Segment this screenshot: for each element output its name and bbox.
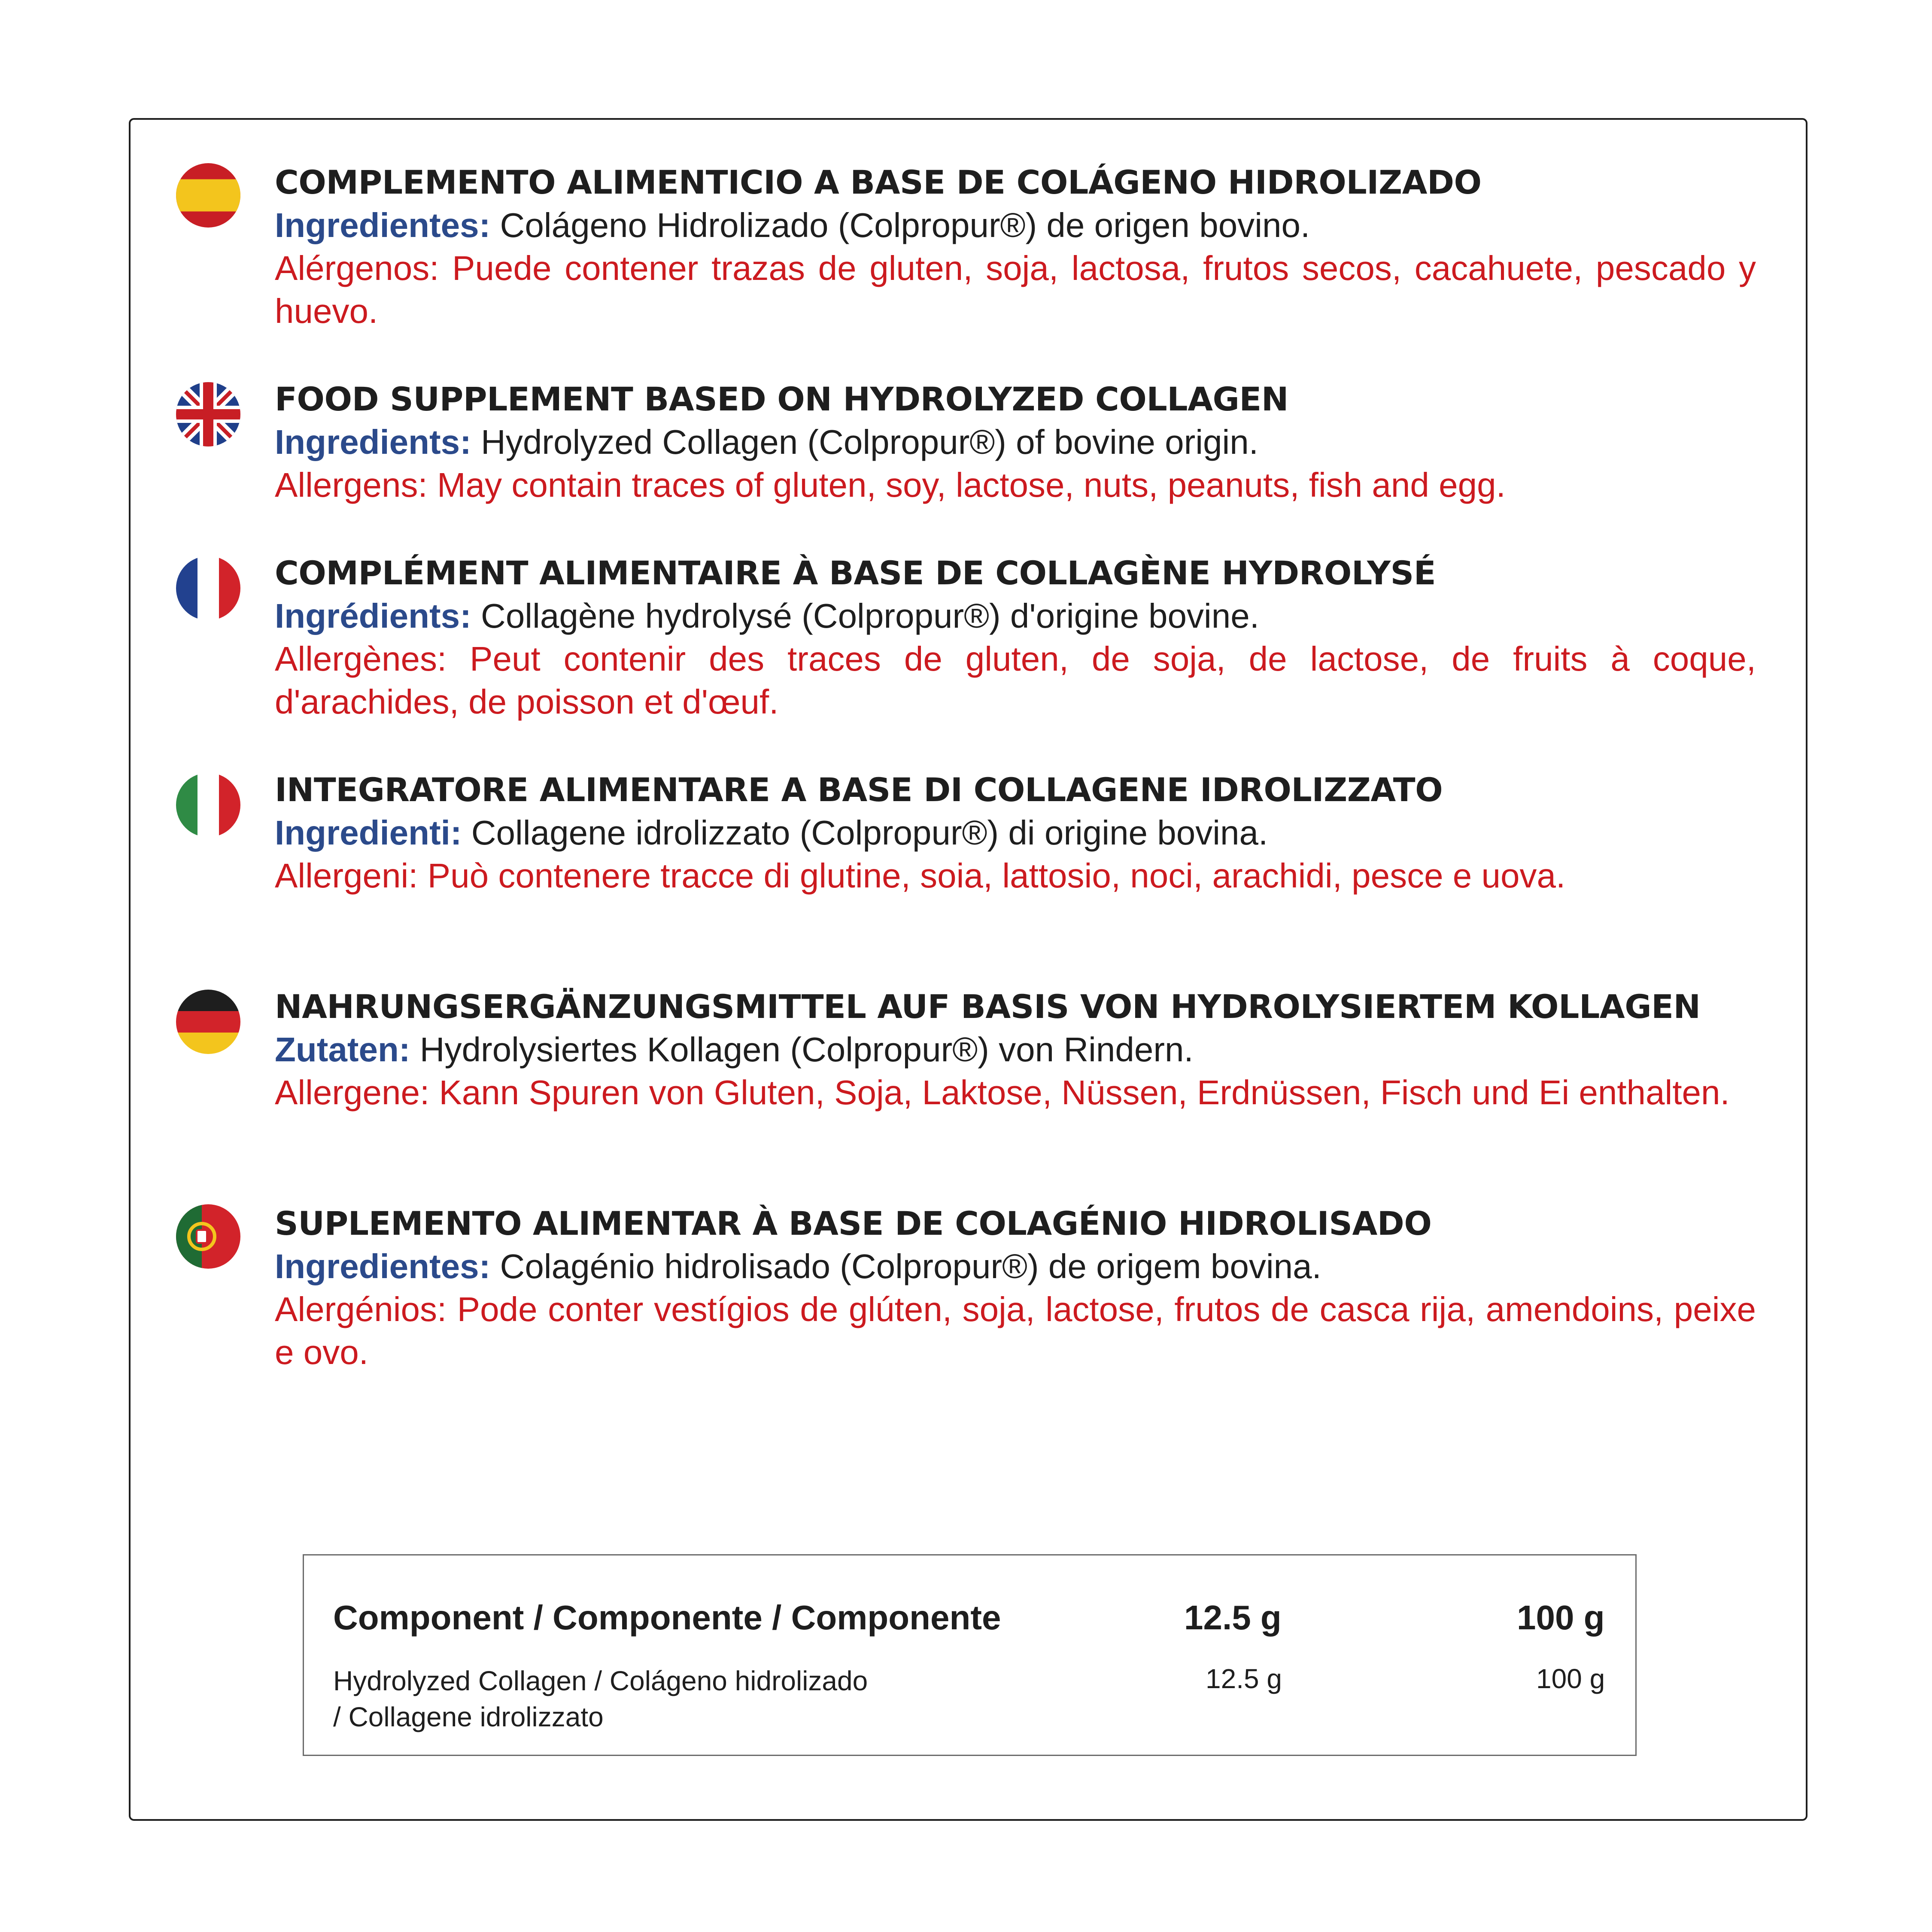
- ingredients-label: Ingrédients:: [275, 597, 471, 635]
- allergens-text: Allergeni: Può contenere tracce di glutine, soia, lattosio, noci, arachidi, pesce e uova.: [275, 857, 1566, 895]
- ingredients-line: [275, 1245, 1756, 1288]
- ingredients-line: [275, 595, 1756, 638]
- ingredients-line: [275, 1028, 1756, 1071]
- allergens-text: Allergens: May contain traces of gluten, soy, lactose, nuts, peanuts, fish and egg.: [275, 466, 1506, 504]
- allergens-text: Allergene: Kann Spuren von Gluten, Soja, Laktose, Nüssen, Erdnüssen, Fisch und Ei enthalten.: [275, 1073, 1730, 1112]
- table-row: [333, 1663, 868, 1735]
- composition-table: [303, 1554, 1637, 1756]
- ingredients-text: Colágeno Hidrolizado (Colpropur®) de origen bovino.: [490, 206, 1310, 244]
- section-title: COMPLÉMENT ALIMENTAIRE À BASE DE COLLAGÈNE HYDROLYSÉ: [275, 554, 1436, 592]
- section-title: SUPLEMENTO ALIMENTAR À BASE DE COLAGÉNIO HIDROLISADO: [275, 1204, 1432, 1242]
- section-title: COMPLEMENTO ALIMENTICIO A BASE DE COLÁGENO HIDROLIZADO: [275, 163, 1482, 201]
- ingredients-line: [275, 421, 1756, 464]
- uk-flag-icon: [176, 382, 240, 447]
- row-value-12-5g: 12.5 g: [1206, 1663, 1282, 1694]
- ingredients-text: Collagene idrolizzato (Colpropur®) di origine bovina.: [462, 814, 1268, 852]
- allergens-text: Allergènes: Peut contenir des traces de gluten, de soja, de lactose, de fruits à coque, d'arachides, de poisson et d'œuf.: [275, 640, 1756, 721]
- germany-flag-icon: [176, 990, 240, 1054]
- ingredients-label: Ingredientes:: [275, 1247, 491, 1285]
- section-title: INTEGRATORE ALIMENTARE A BASE DI COLLAGENE IDROLIZZATO: [275, 771, 1443, 809]
- header-component: Component / Componente / Componente: [333, 1598, 1001, 1637]
- ingredients-text: Hydrolyzed Collagen (Colpropur®) of bovine origin.: [471, 423, 1258, 461]
- ingredients-label: Ingredientes:: [275, 206, 491, 244]
- portugal-flag-icon: [176, 1204, 240, 1269]
- row-component-line1: Hydrolyzed Collagen / Colágeno hidrolizado: [333, 1665, 868, 1696]
- ingredients-line: [275, 811, 1756, 854]
- italy-flag-icon: [176, 773, 240, 837]
- allergens-text: Alérgenos: Puede contener trazas de gluten, soja, lactosa, frutos secos, cacahuete, pescado y huevo.: [275, 249, 1756, 330]
- ingredients-label: Ingredients:: [275, 423, 471, 461]
- allergens-text: Alergénios: Pode conter vestígios de glúten, soja, lactose, frutos de casca rija, amendoins, peixe e ovo.: [275, 1290, 1756, 1371]
- ingredients-text: Hydrolysiertes Kollagen (Colpropur®) von Rindern.: [410, 1030, 1194, 1069]
- france-flag-icon: [176, 556, 240, 620]
- ingredients-label: Zutaten:: [275, 1030, 410, 1069]
- section-title: FOOD SUPPLEMENT BASED ON HYDROLYZED COLLAGEN: [275, 380, 1288, 418]
- row-component-line2: / Collagene idrolizzato: [333, 1701, 604, 1732]
- ingredients-label: Ingredienti:: [275, 814, 462, 852]
- header-col-12-5g: 12.5 g: [1184, 1598, 1282, 1637]
- section-title: NAHRUNGSERGÄNZUNGSMITTEL AUF BASIS VON HYDROLYSIERTEM KOLLAGEN: [275, 987, 1701, 1026]
- spain-flag-icon: [176, 163, 240, 228]
- ingredients-line: [275, 204, 1756, 247]
- ingredients-text: Colagénio hidrolisado (Colpropur®) de origem bovina.: [490, 1247, 1321, 1285]
- ingredients-text: Collagène hydrolysé (Colpropur®) d'origine bovine.: [471, 597, 1260, 635]
- row-value-100g: 100 g: [1536, 1663, 1605, 1694]
- header-col-100g: 100 g: [1517, 1598, 1605, 1637]
